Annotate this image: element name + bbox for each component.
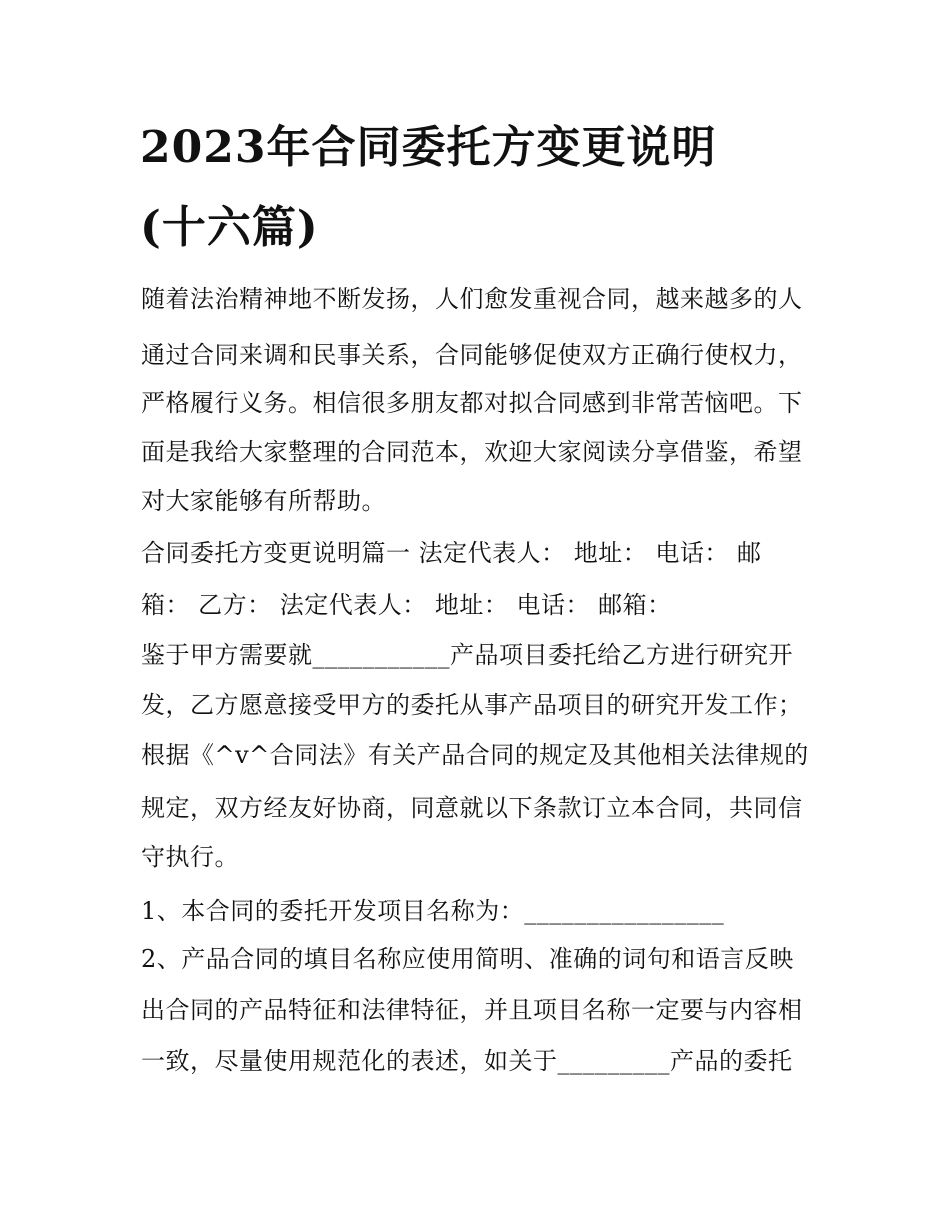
clause-1-line: 1、本合同的委托开发项目名称为：________________ [141,897,725,925]
clause-2-line-3: 一致，尽量使用规范化的表述，如关于_________产品的委托 [141,1047,793,1075]
section-heading-line-1: 合同委托方变更说明篇一 法定代表人： 地址： 电话： 邮 [141,539,762,567]
title-line-1: 2023年合同委托方变更说明 [140,122,717,173]
document-title [140,108,840,268]
clause-2-line-1: 2、产品合同的填目名称应使用简明、准确的词句和语言反映 [141,945,794,973]
recital-line-2: 发，乙方愿意接受甲方的委托从事产品项目的研究开发工作； [141,691,803,719]
intro-line-5: 对大家能够有所帮助。 [141,487,386,515]
recital-line-5: 守执行。 [141,843,239,871]
recital-line-4: 规定，双方经友好协商，同意就以下条款订立本合同，共同信 [141,794,803,822]
intro-line-4: 面是我给大家整理的合同范本，欢迎大家阅读分享借鉴，希望 [141,438,803,466]
title-line-2: (十六篇) [140,202,319,253]
intro-line-2: 通过合同来调和民事关系，合同能够促使双方正确行使权力， [141,341,803,369]
intro-line-1: 随着法治精神地不断发扬，人们愈发重视合同，越来越多的人 [141,285,803,313]
clause-2-line-2: 出合同的产品特征和法律特征，并且项目名称一定要与内容相 [141,996,803,1024]
recital-line-1: 鉴于甲方需要就___________产品项目委托给乙方进行研究开 [141,641,793,669]
intro-line-3: 严格履行义务。相信很多朋友都对拟合同感到非常苦恼吧。下 [141,389,803,417]
recital-line-3: 根据《^v^合同法》有关产品合同的规定及其他相关法律规的 [141,741,809,769]
section-heading-line-2: 箱： 乙方： 法定代表人： 地址： 电话： 邮箱： [141,591,672,619]
